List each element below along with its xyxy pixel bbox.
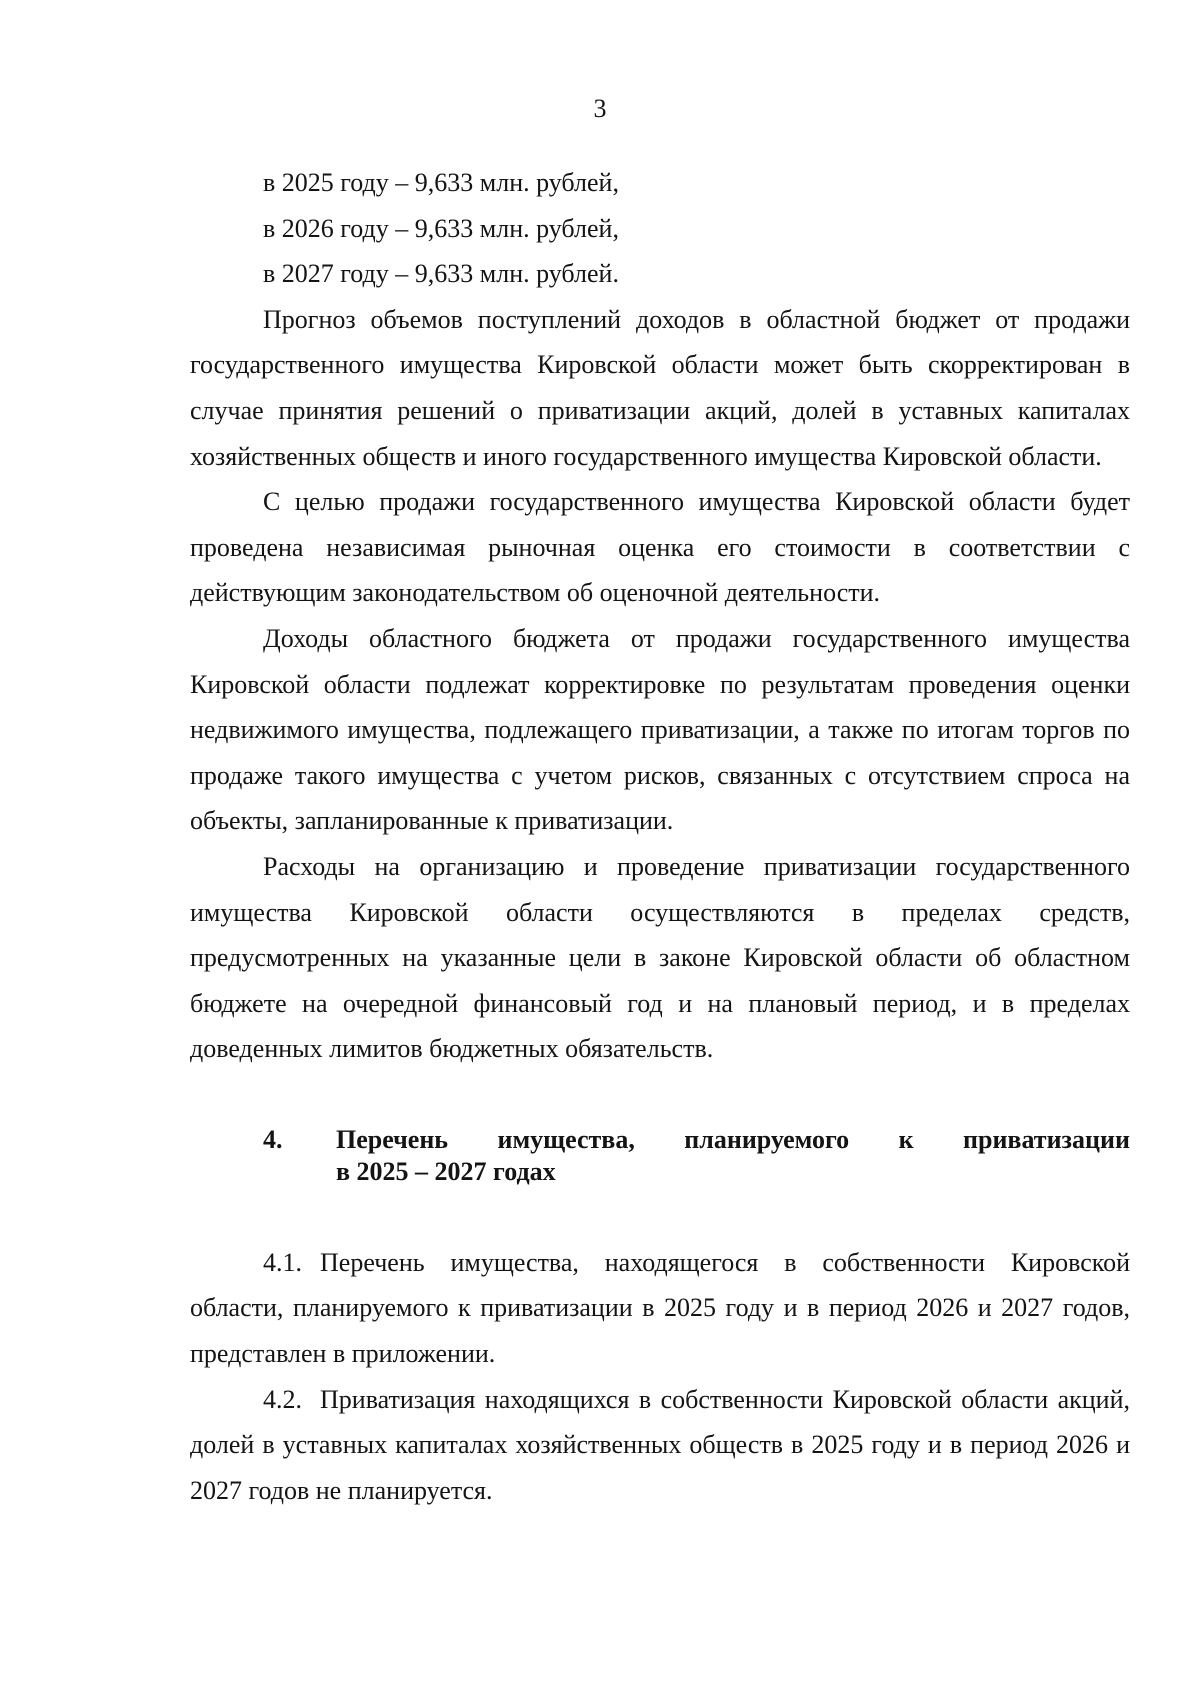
section-heading xyxy=(190,1124,1130,1188)
section-title-word: планируемого xyxy=(684,1124,850,1154)
document-body xyxy=(190,160,1130,1513)
section-title xyxy=(336,1124,1130,1188)
paragraph-valuation: С целью продажи государственного имущества Кировской области будет проведена независимая рыночная оценка его стоимости в соответствии с действующим законодательством об оценочной деятельности. xyxy=(190,487,1130,608)
section-title-word: приватизации xyxy=(963,1124,1130,1154)
section-title-line-1 xyxy=(336,1124,1130,1156)
section-number: 4. xyxy=(263,1124,283,1154)
budget-line-2025: в 2025 году – 9,633 млн. рублей, xyxy=(263,168,619,197)
page-number: 3 xyxy=(593,94,607,123)
paragraph-forecast: Прогноз объемов поступлений доходов в областной бюджет от продажи государственного имущества Кировской области может быть скорректирован в случае принятия решений о приватизации акций, долей в уставных капиталах хозяйственных обществ и иного государственного имущества Кировской области. xyxy=(190,304,1130,471)
subitem-text: Приватизация находящихся в собственности Кировской области акций, долей в уставных капиталах хозяйственных обществ в 2025 году и в период 2026 и 2027 годов не планируется. xyxy=(190,1384,1130,1505)
budget-line-2027: в 2027 году – 9,633 млн. рублей. xyxy=(263,259,619,289)
subitem-4-1 xyxy=(190,1240,1130,1377)
paragraph-expenses: Расходы на организацию и проведение приватизации государственного имущества Кировской области осуществляются в пределах средств, предусмотренных на указанные цели в законе Кировской области об областном бюджете на очередной финансовый год и на плановый период, и в пределах доведенных лимитов бюджетных обязательств. xyxy=(190,851,1130,1064)
paragraph-income: Доходы областного бюджета от продажи государственного имущества Кировской области подлежат корректировке по результатам проведения оценки недвижимого имущества, подлежащего приватизации, а также по итогам торгов по продаже такого имущества с учетом рисков, связанных с отсутствием спроса на объекты, запланированные к приватизации. xyxy=(190,623,1130,836)
section-title-line-2: в 2025 – 2027 годах xyxy=(336,1156,556,1186)
section-title-word: Перечень xyxy=(336,1124,449,1154)
subitem-text: Перечень имущества, находящегося в собственности Кировской области, планируемого к приватизации в 2025 году и в период 2026 и 2027 годов, представлен в приложении. xyxy=(190,1247,1130,1369)
budget-line-2026: в 2026 году – 9,633 млн. рублей, xyxy=(263,213,619,243)
subitem-number: 4.1. xyxy=(263,1247,302,1277)
subitem-number: 4.2. xyxy=(263,1384,302,1414)
section-title-word: к xyxy=(898,1124,914,1154)
subitem-4-2 xyxy=(190,1377,1130,1514)
section-title-word: имущества, xyxy=(497,1124,635,1154)
